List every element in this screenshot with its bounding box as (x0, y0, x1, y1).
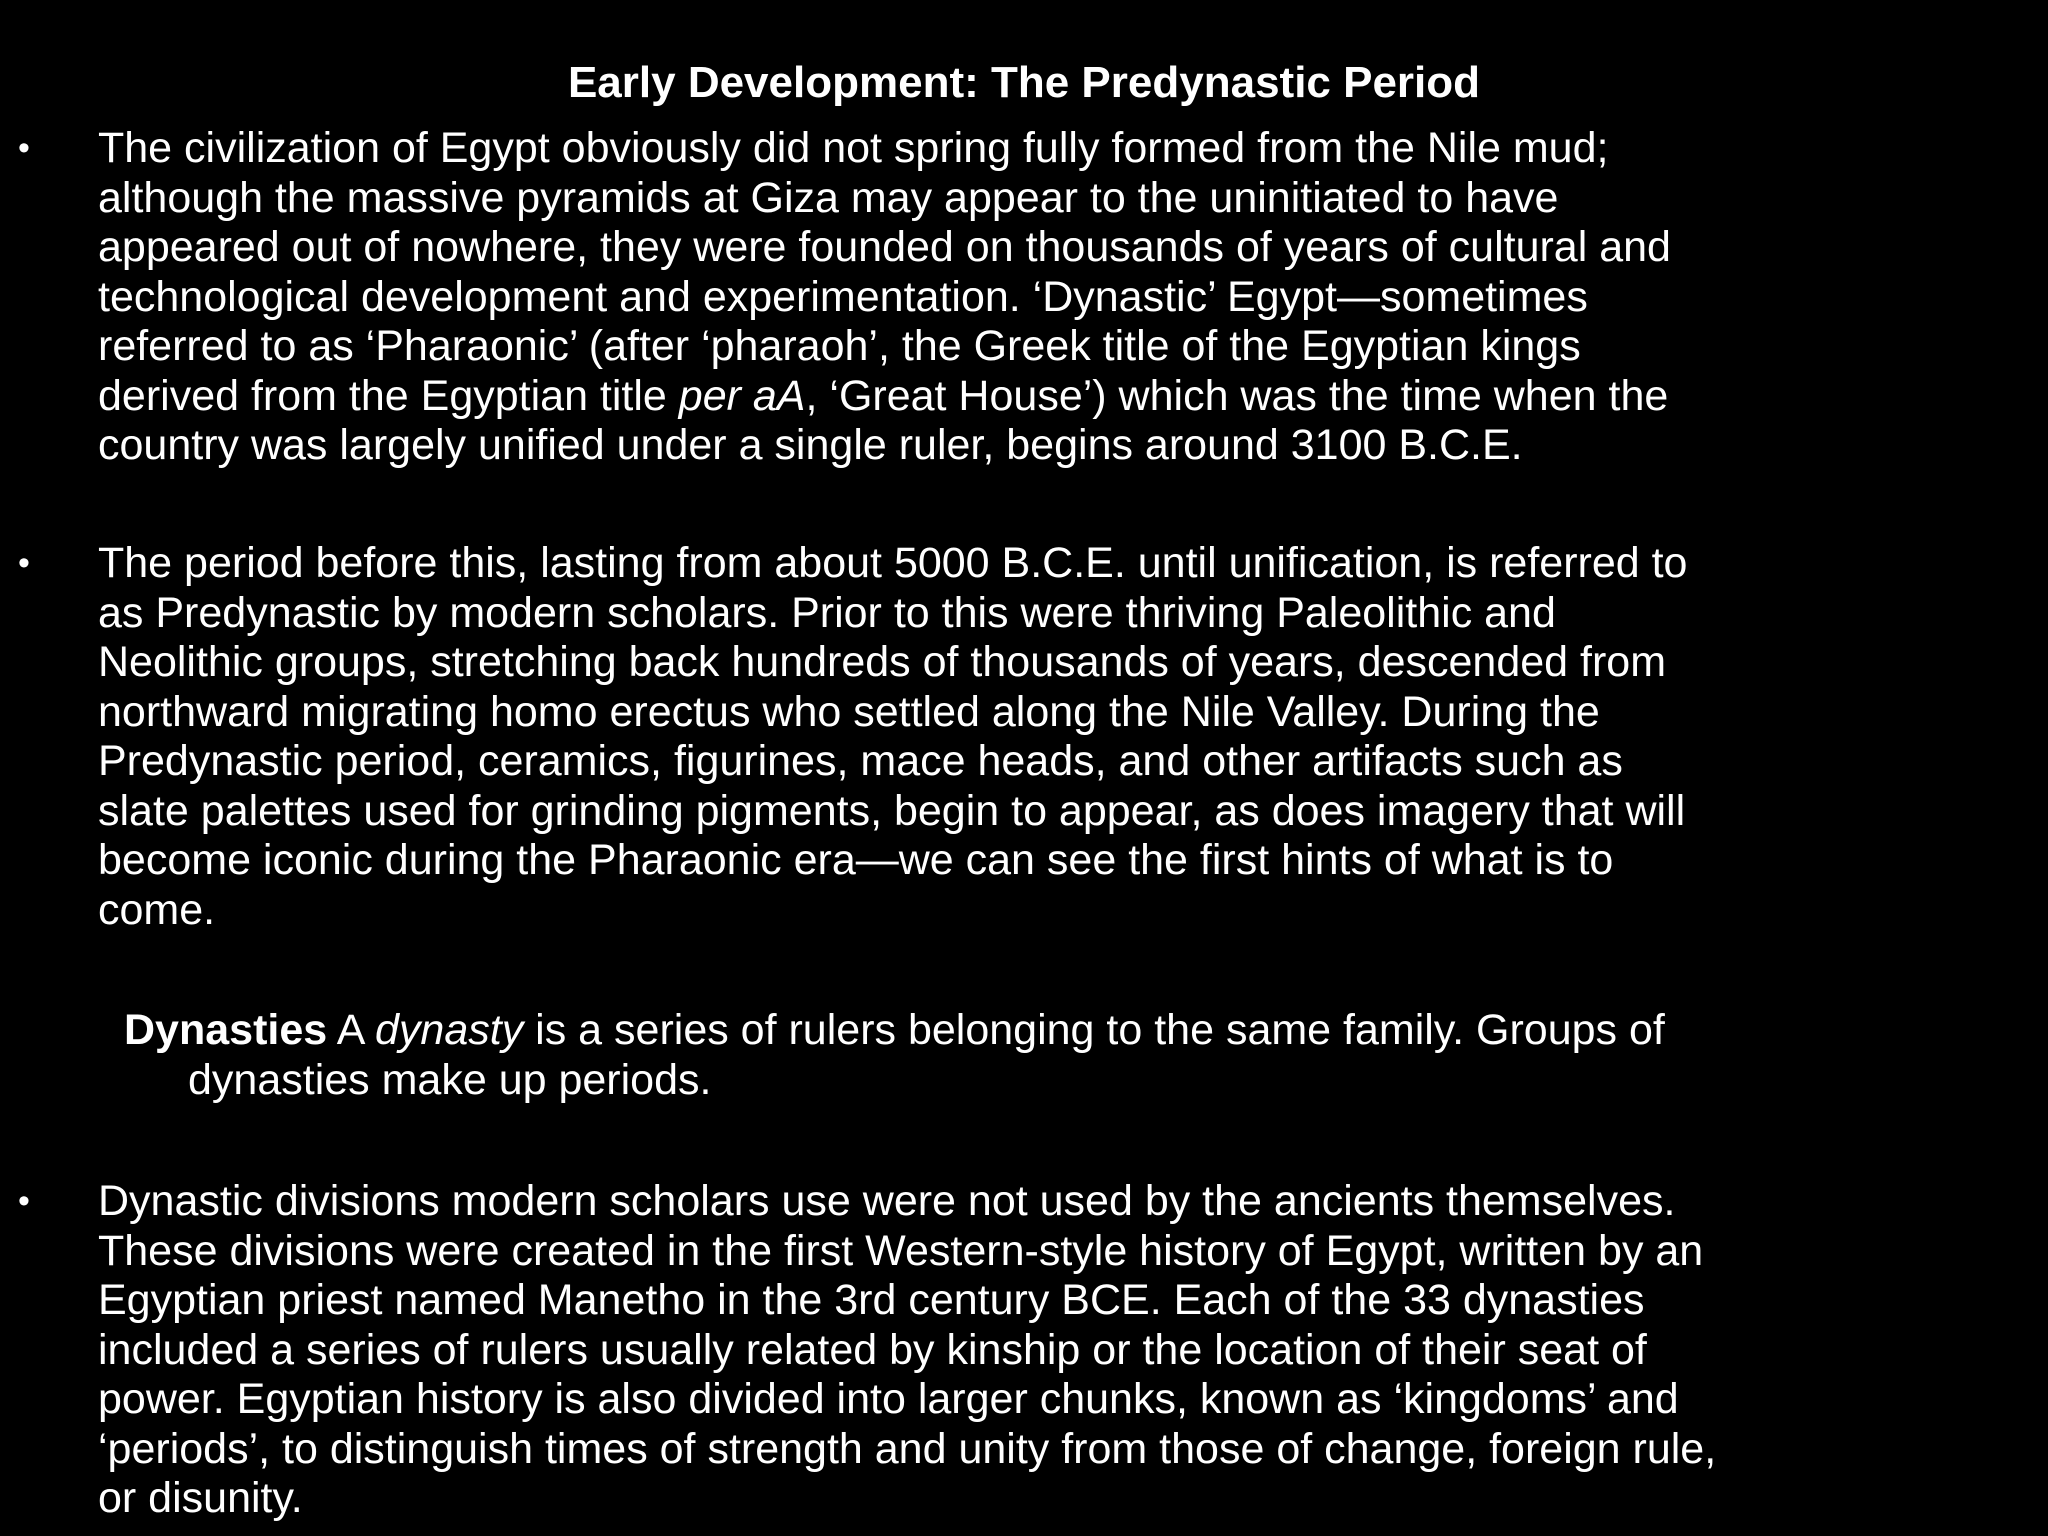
bullet-icon: • (18, 544, 30, 582)
line-text: A (336, 1006, 364, 1054)
italic-term: per aA (678, 371, 806, 420)
definition-line: dynasties make up periods. (188, 1055, 712, 1104)
bullet-icon: • (18, 129, 30, 167)
paragraph-line: become iconic during the Pharaonic era—we can see the first hints of what is to (98, 836, 1614, 884)
paragraph-line: or disunity. (98, 1474, 303, 1522)
paragraph-line: The civilization of Egypt obviously did not spring fully formed from the Nile mud; (98, 124, 1609, 172)
paragraph-line: country was largely unified under a single ruler, begins around 3100 B.C.E. (98, 421, 1523, 469)
paragraph-line: power. Egyptian history is also divided into larger chunks, known as ‘kingdoms’ and (98, 1375, 1679, 1423)
paragraph-line: although the massive pyramids at Giza may appear to the uninitiated to have (98, 173, 1559, 222)
paragraph-line: These divisions were created in the first Western-style history of Egypt, written by an (98, 1226, 1704, 1275)
paragraph-line: Predynastic period, ceramics, figurines, mace heads, and other artifacts such as (98, 737, 1623, 785)
paragraph-line: The period before this, lasting from about 5000 B.C.E. until unification, is referred to (98, 539, 1688, 587)
paragraph-line: Neolithic groups, stretching back hundreds of thousands of years, descended from (98, 638, 1667, 686)
paragraph-line: ‘periods’, to distinguish times of strength and unity from those of change, foreign rule, (98, 1424, 1717, 1473)
line-text: is a series of rulers belonging to the same family. Groups of (535, 1006, 1665, 1054)
paragraph-line: northward migrating homo erectus who settled along the Nile Valley. During the (98, 687, 1600, 736)
paragraph-line: included a series of rulers usually related by kinship or the location of their seat of (98, 1325, 1647, 1374)
paragraph-line (98, 372, 2028, 422)
italic-term: dynasty (375, 1006, 524, 1054)
bullet-icon: • (18, 1182, 30, 1220)
definition-term: Dynasties (124, 1006, 328, 1054)
definition-line (124, 1006, 2024, 1056)
paragraph-line: technological development and experimentation. ‘Dynastic’ Egypt—sometimes (98, 272, 1588, 321)
line-text: , ‘Great House’) which was the time when the (805, 371, 1669, 420)
paragraph-line: appeared out of nowhere, they were founded on thousands of years of cultural and (98, 223, 1671, 271)
paragraph-line: as Predynastic by modern scholars. Prior to this were thriving Paleolithic and (98, 588, 1556, 637)
bullet-paragraph-2 (18, 539, 2028, 935)
paragraph-line: come. (98, 885, 216, 934)
bullet-paragraph-1 (18, 124, 2028, 471)
paragraph-line: slate palettes used for grinding pigments, begin to appear, as does imagery that will (98, 786, 1686, 835)
paragraph-line: Egyptian priest named Manetho in the 3rd century BCE. Each of the 33 dynasties (98, 1276, 1645, 1324)
slide-title: Early Development: The Predynastic Period (567, 58, 1481, 107)
bullet-paragraph-3 (18, 1177, 2028, 1524)
paragraph-line: Dynastic divisions modern scholars use were not used by the ancients themselves. (98, 1177, 1676, 1225)
line-text: derived from the Egyptian title (98, 371, 679, 420)
paragraph-line: referred to as ‘Pharaonic’ (after ‘pharaoh’, the Greek title of the Egyptian kings (98, 322, 1581, 370)
dynasties-definition (124, 1006, 2024, 1105)
